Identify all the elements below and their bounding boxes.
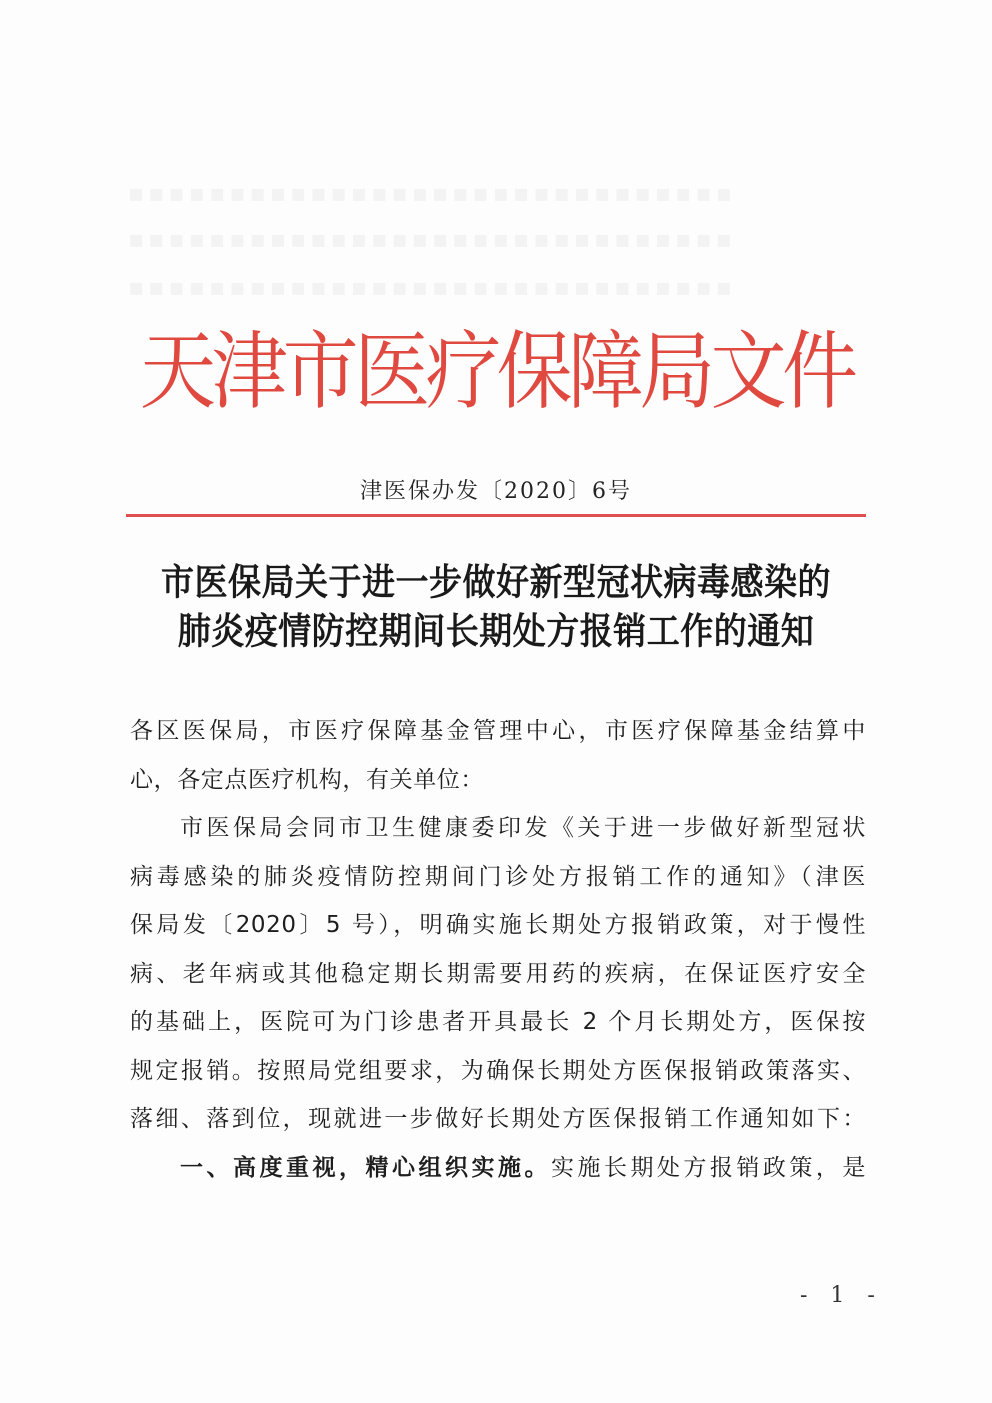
show-through-text: ▪▪▪▪▪▪▪▪▪▪▪▪▪▪▪▪▪▪▪▪▪▪▪▪▪▪▪▪▪▪ <box>128 224 736 253</box>
notice-title-line-2: 肺炎疫情防控期间长期处方报销工作的通知 <box>177 609 815 653</box>
section-1-line <box>130 1144 866 1193</box>
addressee-line-2: 心，各定点医疗机构，有关单位： <box>130 766 484 793</box>
masthead-title <box>140 316 858 428</box>
masthead-char: 文 <box>710 321 787 422</box>
paragraph-line: 规定报销。按照局党组要求，为确保长期处方医保报销政策落实、 <box>130 1057 866 1084</box>
paragraph-line: 病、老年病或其他稳定期长期需要用药的疾病，在保证医疗安全 <box>130 960 866 987</box>
paragraph-line: 病毒感染的肺炎疫情防控期间门诊处方报销工作的通知》（津医 <box>130 863 866 890</box>
paragraph-line: 市医保局会同市卫生健康委印发《关于进一步做好新型冠状 <box>180 815 866 841</box>
masthead-char: 疗 <box>425 321 502 422</box>
masthead-char: 件 <box>781 321 858 422</box>
masthead-char: 市 <box>282 321 359 422</box>
paragraph-line: 的基础上，医院可为门诊患者开具最长 2 个月长期处方，医保按 <box>130 1009 866 1035</box>
masthead-char: 障 <box>567 321 644 422</box>
show-through-text: ▪▪▪▪▪▪▪▪▪▪▪▪▪▪▪▪▪▪▪▪▪▪▪▪▪▪▪▪▪▪ <box>128 272 736 301</box>
body-text <box>130 707 866 1192</box>
masthead-char: 局 <box>639 321 716 422</box>
addressee-line-1: 各区医保局，市医疗保障基金管理中心，市医疗保障基金结算中 <box>130 718 866 744</box>
masthead-char: 天 <box>140 321 216 422</box>
masthead-char: 津 <box>211 321 288 422</box>
paragraph-line: 落细、落到位，现就进一步做好长期处方医保报销工作通知如下： <box>130 1106 866 1132</box>
section-1-heading: 一、高度重视，精心组织实施。 <box>180 1154 551 1181</box>
page-number: - 1 - <box>800 1283 883 1308</box>
masthead-char: 医 <box>353 321 430 422</box>
red-divider <box>126 514 866 517</box>
section-1-text: 实施长期处方报销政策，是 <box>550 1154 867 1181</box>
show-through-text: ▪▪▪▪▪▪▪▪▪▪▪▪▪▪▪▪▪▪▪▪▪▪▪▪▪▪▪▪▪▪ <box>128 178 736 207</box>
document-number: 津医保办发〔2020〕6号 <box>360 479 632 504</box>
notice-title-line-1: 市医保局关于进一步做好新型冠状病毒感染的 <box>161 560 831 604</box>
masthead-char: 保 <box>496 321 573 422</box>
paragraph-line: 保局发〔2020〕5 号），明确实施长期处方报销政策，对于慢性 <box>130 912 866 938</box>
